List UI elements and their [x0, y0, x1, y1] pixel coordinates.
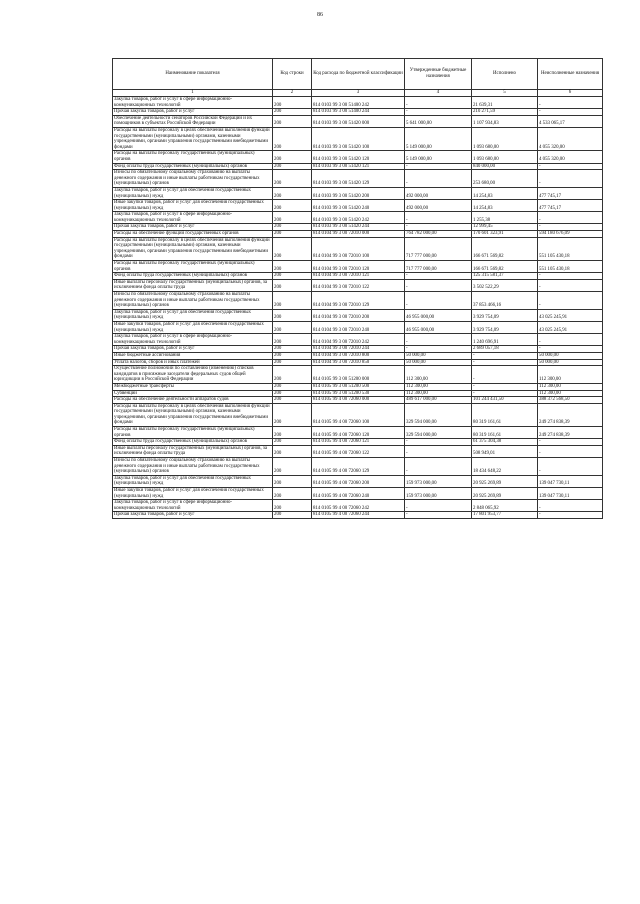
row-indicator-name: Закупка товаров, работ и услуг в сфере информационно-коммуникационных технологий	[113, 500, 273, 512]
row-unexecuted: -	[538, 109, 603, 116]
row-line-code: 200	[273, 397, 312, 404]
table-row	[113, 427, 603, 439]
table-row	[113, 403, 603, 426]
table-row	[113, 224, 603, 231]
row-indicator-name: Расходы на выплаты персоналу государственных (муниципальных) органов	[113, 427, 273, 439]
row-approved: -	[405, 500, 472, 512]
row-indicator-name: Расходы на обеспечение деятельности аппаратов судов	[113, 397, 273, 404]
row-approved: 492 000,00	[405, 187, 472, 199]
row-approved: -	[405, 346, 472, 353]
row-approved: -	[405, 212, 472, 224]
row-unexecuted: -	[538, 279, 603, 291]
row-indicator-name: Иные закупки товаров, работ и услуг для обеспечения государственных (муниципальных) нужд	[113, 200, 273, 212]
row-executed: 14 254,83	[472, 187, 538, 199]
table-row	[113, 261, 603, 273]
row-approved: 329 594 000,00	[405, 403, 472, 426]
row-indicator-name: Взносы по обязательному социальному страхованию на выплаты денежного содержания и иные выплаты работникам государственных (муниципальных) органов	[113, 170, 273, 188]
page-number: 86	[317, 12, 323, 18]
row-executed: 166 671 569,82	[472, 237, 538, 260]
row-executed: 21 639,31	[472, 97, 538, 109]
row-approved: -	[405, 224, 472, 231]
table-row	[113, 273, 603, 280]
table-row	[113, 170, 603, 188]
row-approved: 46 955 000,00	[405, 321, 472, 333]
row-expense-code: 814 0105 99 4 00 72060 244	[312, 512, 405, 519]
row-expense-code: 814 0103 99 3 00 51420 100	[312, 127, 405, 150]
row-line-code: 200	[273, 458, 312, 476]
row-approved: 5 149 000,00	[405, 151, 472, 163]
row-approved: 46 955 000,00	[405, 309, 472, 321]
row-line-code: 200	[273, 279, 312, 291]
row-indicator-name: Субвенции	[113, 390, 273, 397]
row-line-code: 200	[273, 346, 312, 353]
table-row	[113, 475, 603, 487]
table-row	[113, 115, 603, 127]
row-approved: 159 973 000,00	[405, 488, 472, 500]
row-unexecuted: 4 055 320,00	[538, 151, 603, 163]
row-unexecuted: -	[538, 163, 603, 170]
row-indicator-name: Иные выплаты персоналу государственных (муниципальных) органов, за исключением фонда оплаты труда	[113, 445, 273, 457]
row-line-code: 200	[273, 321, 312, 333]
row-expense-code: 814 0105 99 4 00 72060 200	[312, 475, 405, 487]
table-row	[113, 439, 603, 446]
header-expense-code: Код расхода по бюджетной классификации	[312, 59, 405, 90]
row-line-code: 200	[273, 231, 312, 238]
row-expense-code: 814 0105 99 3 00 51200 000	[312, 366, 405, 384]
table-row	[113, 279, 603, 291]
row-approved: 112 300,00	[405, 383, 472, 390]
table-row	[113, 151, 603, 163]
row-executed: -	[472, 383, 538, 390]
row-line-code: 200	[273, 200, 312, 212]
row-executed: 14 254,83	[472, 200, 538, 212]
row-indicator-name: Прочая закупка товаров, работ и услуг	[113, 346, 273, 353]
row-unexecuted: 249 274 838,39	[538, 427, 603, 439]
row-line-code: 200	[273, 488, 312, 500]
row-indicator-name: Фонд оплаты труда государственных (муниципальных) органов	[113, 163, 273, 170]
row-line-code: 200	[273, 170, 312, 188]
column-number: 5	[472, 90, 538, 97]
row-expense-code: 814 0103 99 3 00 51400 244	[312, 109, 405, 116]
row-indicator-name: Взносы по обязательному социальному страхованию на выплаты денежного содержания и иные выплаты работникам государственных (муниципальных) органов	[113, 458, 273, 476]
row-indicator-name: Иные бюджетные ассигнования	[113, 352, 273, 359]
row-indicator-name: Расходы на обеспечение функций государственных органов	[113, 231, 273, 238]
row-approved: 764 782 000,00	[405, 231, 472, 238]
row-indicator-name: Прочая закупка товаров, работ и услуг	[113, 224, 273, 231]
row-line-code: 200	[273, 500, 312, 512]
row-line-code: 200	[273, 403, 312, 426]
row-unexecuted: -	[538, 334, 603, 346]
row-unexecuted: -	[538, 212, 603, 224]
row-indicator-name: Расходы на выплаты персоналу государственных (муниципальных) органов	[113, 261, 273, 273]
row-executed: 125 315 581,37	[472, 273, 538, 280]
row-indicator-name: Закупка товаров, работ и услуг в сфере информационно-коммуникационных технологий	[113, 97, 273, 109]
table-row	[113, 292, 603, 310]
row-line-code: 200	[273, 390, 312, 397]
row-executed: 166 671 569,82	[472, 261, 538, 273]
row-line-code: 200	[273, 292, 312, 310]
row-line-code: 200	[273, 212, 312, 224]
row-approved: -	[405, 109, 472, 116]
row-expense-code: 814 0104 99 3 00 72010 244	[312, 346, 405, 353]
row-line-code: 200	[273, 366, 312, 384]
row-approved: -	[405, 97, 472, 109]
row-unexecuted: 249 274 838,39	[538, 403, 603, 426]
row-expense-code: 814 0105 99 4 00 72060 100	[312, 403, 405, 426]
row-expense-code: 814 0103 99 3 00 51420 120	[312, 151, 405, 163]
row-executed: 253 680,00	[472, 170, 538, 188]
row-indicator-name: Фонд оплаты труда государственных (муниципальных) органов	[113, 439, 273, 446]
table-row	[113, 512, 603, 519]
table-row	[113, 127, 603, 150]
row-expense-code: 814 0105 99 4 00 72060 242	[312, 500, 405, 512]
row-expense-code: 814 0104 99 3 00 72010 100	[312, 237, 405, 260]
column-number: 1	[113, 90, 273, 97]
table-row	[113, 352, 603, 359]
row-line-code: 200	[273, 127, 312, 150]
table-row	[113, 334, 603, 346]
row-line-code: 200	[273, 475, 312, 487]
row-indicator-name: Закупка товаров, работ и услуг для обеспечения государственных (муниципальных) нужд	[113, 187, 273, 199]
table-row	[113, 488, 603, 500]
row-unexecuted: 551 105 430,18	[538, 261, 603, 273]
row-expense-code: 814 0105 99 4 00 72060 240	[312, 488, 405, 500]
row-approved: 717 777 000,00	[405, 261, 472, 273]
row-indicator-name: Осуществление полномочий по составлению (изменению) списков кандидатов в присяжные заседатели федеральных судов общей юрисдикции в Российской Федерации	[113, 366, 273, 384]
row-executed: 80 319 161,61	[472, 427, 538, 439]
row-unexecuted: -	[538, 97, 603, 109]
row-executed: -	[472, 359, 538, 366]
row-line-code: 200	[273, 163, 312, 170]
row-expense-code: 814 0104 99 3 00 72010 200	[312, 309, 405, 321]
row-line-code: 200	[273, 352, 312, 359]
header-approved: Утвержденные бюджетные назначения	[405, 59, 472, 90]
row-executed: 18 434 648,22	[472, 458, 538, 476]
row-indicator-name: Межбюджетные трансферты	[113, 383, 273, 390]
row-executed: 1 240 696,91	[472, 334, 538, 346]
row-executed: 3 929 754,09	[472, 321, 538, 333]
row-indicator-name: Иные закупки товаров, работ и услуг для обеспечения государственных (муниципальных) нужд	[113, 488, 273, 500]
row-expense-code: 814 0103 99 3 00 51420 242	[312, 212, 405, 224]
row-approved: 112 300,00	[405, 390, 472, 397]
row-indicator-name: Фонд оплаты труда государственных (муниципальных) органов	[113, 273, 273, 280]
row-expense-code: 814 0105 99 4 00 72060 129	[312, 458, 405, 476]
row-executed: -	[472, 390, 538, 397]
row-expense-code: 814 0104 99 3 00 72010 122	[312, 279, 405, 291]
row-approved: 159 973 000,00	[405, 475, 472, 487]
header-executed: Исполнено	[472, 59, 538, 90]
row-approved: 329 594 000,00	[405, 427, 472, 439]
column-number: 2	[273, 90, 312, 97]
row-unexecuted: 139 047 730,11	[538, 488, 603, 500]
row-approved: 50 000,00	[405, 359, 472, 366]
row-line-code: 200	[273, 383, 312, 390]
table-row	[113, 346, 603, 353]
row-indicator-name: Закупка товаров, работ и услуг в сфере информационно-коммуникационных технологий	[113, 334, 273, 346]
row-executed: 17 801 953,77	[472, 512, 538, 519]
row-expense-code: 814 0105 99 3 00 51200 500	[312, 383, 405, 390]
row-line-code: 200	[273, 334, 312, 346]
table-row	[113, 397, 603, 404]
row-expense-code: 814 0105 99 4 00 72060 000	[312, 397, 405, 404]
table-row	[113, 163, 603, 170]
table-row	[113, 187, 603, 199]
row-expense-code: 814 0105 99 4 00 72060 120	[312, 427, 405, 439]
row-line-code: 200	[273, 427, 312, 439]
row-unexecuted: 43 025 245,91	[538, 309, 603, 321]
row-expense-code: 814 0105 99 3 00 51200 530	[312, 390, 405, 397]
row-executed: 210 271,59	[472, 109, 538, 116]
table-row	[113, 309, 603, 321]
row-executed: 1 093 680,00	[472, 151, 538, 163]
row-expense-code: 814 0103 99 3 00 51420 000	[312, 115, 405, 127]
row-line-code: 200	[273, 445, 312, 457]
row-unexecuted: 50 000,00	[538, 352, 603, 359]
row-expense-code: 814 0103 99 3 00 51400 242	[312, 97, 405, 109]
row-expense-code: 814 0103 99 3 00 51420 200	[312, 187, 405, 199]
row-line-code: 200	[273, 187, 312, 199]
row-unexecuted: -	[538, 458, 603, 476]
row-approved: -	[405, 279, 472, 291]
row-expense-code: 814 0104 99 3 00 72010 129	[312, 292, 405, 310]
row-executed: 1 093 680,00	[472, 127, 538, 150]
row-unexecuted: -	[538, 512, 603, 519]
budget-execution-table	[112, 58, 603, 519]
row-approved: 489 617 000,00	[405, 397, 472, 404]
row-expense-code: 814 0104 99 3 00 72010 121	[312, 273, 405, 280]
row-line-code: 200	[273, 224, 312, 231]
row-executed: -	[472, 366, 538, 384]
table-row	[113, 366, 603, 384]
row-unexecuted: 43 025 245,91	[538, 321, 603, 333]
row-indicator-name: Расходы на выплаты персоналу в целях обеспечения выполнения функций государственными (муниципальными) органами, казенными учреждениями, органами управления государственными внебюджетными фондами	[113, 127, 273, 150]
table-row	[113, 237, 603, 260]
row-indicator-name: Взносы по обязательному социальному страхованию на выплаты денежного содержания и иные выплаты работникам государственных (муниципальных) органов	[113, 292, 273, 310]
row-unexecuted: 4 533 065,17	[538, 115, 603, 127]
row-indicator-name: Закупка товаров, работ и услуг для обеспечения государственных (муниципальных) нужд	[113, 475, 273, 487]
row-indicator-name: Иные выплаты персоналу государственных (муниципальных) органов, за исключением фонда оплаты труда	[113, 279, 273, 291]
table-header-row	[113, 59, 603, 90]
row-expense-code: 814 0104 99 3 00 72010 850	[312, 359, 405, 366]
row-line-code: 200	[273, 439, 312, 446]
table-row	[113, 500, 603, 512]
table-row	[113, 321, 603, 333]
row-indicator-name: Уплата налогов, сборов и иных платежей	[113, 359, 273, 366]
row-expense-code: 814 0103 99 3 00 51420 240	[312, 200, 405, 212]
row-indicator-name: Расходы на выплаты персоналу в целях обеспечения выполнения функций государственными (муниципальными) органами, казенными учреждениями, органами управления государственными внебюджетными фондами	[113, 403, 273, 426]
row-executed: 3 502 522,29	[472, 279, 538, 291]
row-executed: 170 601 323,91	[472, 231, 538, 238]
header-line-code: Код строки	[273, 59, 312, 90]
row-approved: -	[405, 512, 472, 519]
row-line-code: 200	[273, 115, 312, 127]
table-row	[113, 109, 603, 116]
row-unexecuted: -	[538, 439, 603, 446]
row-approved: -	[405, 458, 472, 476]
row-unexecuted: 477 745,17	[538, 187, 603, 199]
row-unexecuted: -	[538, 224, 603, 231]
row-expense-code: 814 0105 99 4 00 72060 121	[312, 439, 405, 446]
row-executed: 61 375 304,38	[472, 439, 538, 446]
row-unexecuted: 112 300,00	[538, 390, 603, 397]
row-line-code: 200	[273, 151, 312, 163]
row-approved: -	[405, 170, 472, 188]
row-indicator-name: Расходы на выплаты персоналу государственных (муниципальных) органов	[113, 151, 273, 163]
row-unexecuted: 4 055 320,00	[538, 127, 603, 150]
row-unexecuted: 551 105 430,18	[538, 237, 603, 260]
row-indicator-name: Закупка товаров, работ и услуг в сфере информационно-коммуникационных технологий	[113, 212, 273, 224]
column-number: 4	[405, 90, 472, 97]
row-unexecuted: -	[538, 445, 603, 457]
row-line-code: 200	[273, 359, 312, 366]
row-unexecuted: -	[538, 170, 603, 188]
row-executed: 3 929 754,09	[472, 309, 538, 321]
row-indicator-name: Расходы на выплаты персоналу в целях обеспечения выполнения функций государственными (муниципальными) органами, казенными учреждениями, органами управления государственными внебюджетными фондами	[113, 237, 273, 260]
row-indicator-name: Прочая закупка товаров, работ и услуг	[113, 512, 273, 519]
row-executed: 37 853 466,16	[472, 292, 538, 310]
row-unexecuted: 112 300,00	[538, 366, 603, 384]
row-expense-code: 814 0104 99 3 00 72010 800	[312, 352, 405, 359]
row-unexecuted: 139 047 730,11	[538, 475, 603, 487]
row-approved: 5 149 000,00	[405, 127, 472, 150]
row-line-code: 200	[273, 273, 312, 280]
row-indicator-name: Обеспечение деятельности сенаторов Российской Федерации и их помощников в субъектах Российской Федерации	[113, 115, 273, 127]
table-row	[113, 445, 603, 457]
row-line-code: 200	[273, 261, 312, 273]
row-executed: 20 925 269,89	[472, 475, 538, 487]
row-indicator-name: Иные закупки товаров, работ и услуг для обеспечения государственных (муниципальных) нужд	[113, 321, 273, 333]
row-unexecuted: -	[538, 273, 603, 280]
row-approved: 112 300,00	[405, 366, 472, 384]
column-number: 3	[312, 90, 405, 97]
row-approved: -	[405, 273, 472, 280]
row-line-code: 200	[273, 237, 312, 260]
row-executed: 2 848 065,92	[472, 500, 538, 512]
table-row	[113, 212, 603, 224]
table-row	[113, 359, 603, 366]
row-unexecuted: -	[538, 346, 603, 353]
row-executed: 101 244 431,50	[472, 397, 538, 404]
row-executed: 1 255,38	[472, 212, 538, 224]
table-row	[113, 231, 603, 238]
row-indicator-name: Закупка товаров, работ и услуг для обеспечения государственных (муниципальных) нужд	[113, 309, 273, 321]
row-approved: -	[405, 163, 472, 170]
row-executed: 80 319 161,61	[472, 403, 538, 426]
row-approved: -	[405, 445, 472, 457]
row-executed: -	[472, 352, 538, 359]
row-indicator-name: Прочая закупка товаров, работ и услуг	[113, 109, 273, 116]
row-approved: -	[405, 439, 472, 446]
table-row	[113, 97, 603, 109]
row-unexecuted: -	[538, 292, 603, 310]
row-line-code: 200	[273, 512, 312, 519]
row-expense-code: 814 0103 99 3 00 51420 121	[312, 163, 405, 170]
row-expense-code: 814 0104 99 3 00 72010 240	[312, 321, 405, 333]
row-executed: 12 999,45	[472, 224, 538, 231]
row-executed: 20 925 269,89	[472, 488, 538, 500]
row-unexecuted: 388 372 568,50	[538, 397, 603, 404]
row-expense-code: 814 0103 99 3 00 51420 129	[312, 170, 405, 188]
row-expense-code: 814 0104 99 3 00 72010 000	[312, 231, 405, 238]
row-unexecuted: 50 000,00	[538, 359, 603, 366]
row-approved: 5 641 000,00	[405, 115, 472, 127]
row-expense-code: 814 0105 99 4 00 72060 122	[312, 445, 405, 457]
row-approved: -	[405, 292, 472, 310]
table-body	[113, 97, 603, 519]
row-executed: 840 000,00	[472, 163, 538, 170]
row-approved: 717 777 000,00	[405, 237, 472, 260]
row-expense-code: 814 0104 99 3 00 72010 120	[312, 261, 405, 273]
row-approved: 492 000,00	[405, 200, 472, 212]
column-number-row	[113, 90, 603, 97]
row-approved: 50 000,00	[405, 352, 472, 359]
row-executed: 1 107 934,83	[472, 115, 538, 127]
row-expense-code: 814 0103 99 3 00 51420 244	[312, 224, 405, 231]
row-unexecuted: 477 745,17	[538, 200, 603, 212]
column-number: 6	[538, 90, 603, 97]
table-row	[113, 390, 603, 397]
header-unexecuted: Неисполненные назначения	[538, 59, 603, 90]
table-row	[113, 200, 603, 212]
row-line-code: 200	[273, 97, 312, 109]
header-indicator-name: Наименование показателя	[113, 59, 273, 90]
table-row	[113, 458, 603, 476]
row-expense-code: 814 0104 99 3 00 72010 242	[312, 334, 405, 346]
row-approved: -	[405, 334, 472, 346]
table-row	[113, 383, 603, 390]
row-line-code: 200	[273, 109, 312, 116]
row-executed: 2 689 057,18	[472, 346, 538, 353]
row-unexecuted: 594 180 676,09	[538, 231, 603, 238]
row-line-code: 200	[273, 309, 312, 321]
row-unexecuted: -	[538, 500, 603, 512]
row-unexecuted: 112 300,00	[538, 383, 603, 390]
row-executed: 508 949,01	[472, 445, 538, 457]
